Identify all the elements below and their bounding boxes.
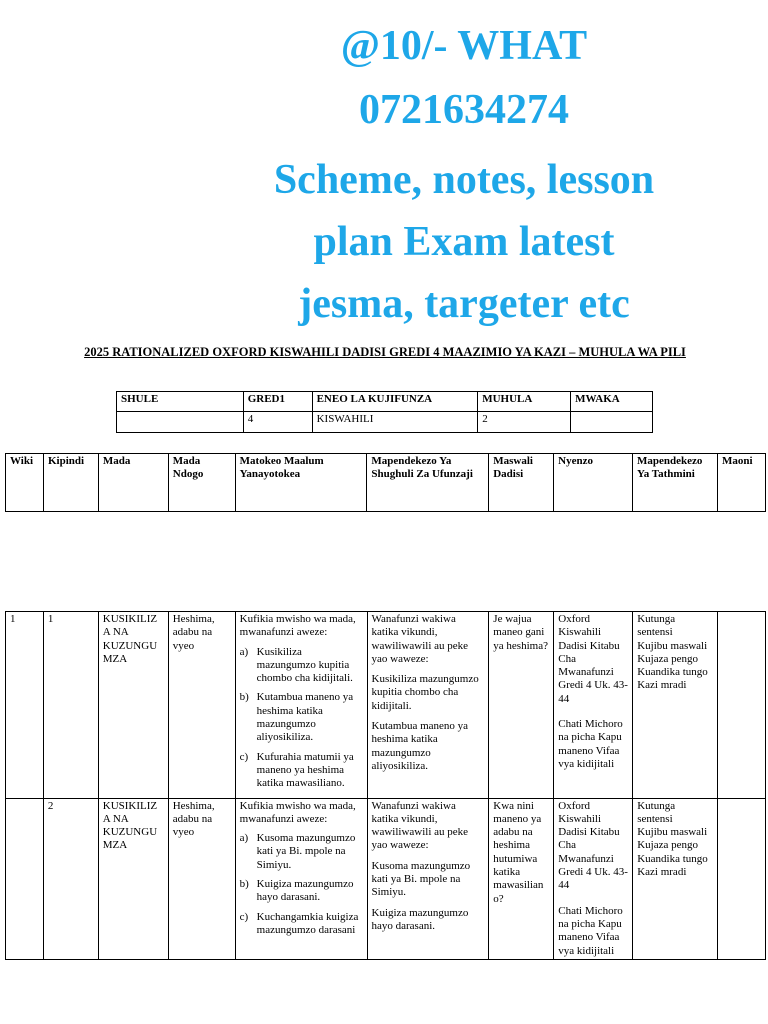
column-header-tathmini: Mapendekezo Ya Tathmini: [633, 454, 718, 512]
list-item: [240, 878, 363, 905]
cell-maoni: [718, 612, 766, 799]
shughuli-text: Wanafunzi wakiwa katika vikundi, wawiliwawili au peke yao waweze:: [371, 613, 469, 665]
promo-line-4: plan Exam latest: [313, 219, 615, 265]
list-item: [240, 911, 363, 938]
cell-nyenzo: [554, 612, 633, 799]
tathmini-item: Kujaza pengo: [637, 652, 698, 665]
nyenzo-book: Oxford Kiswahili Dadisi Kitabu Cha Mwanafunzi Gredi 4 Uk. 43-44: [558, 799, 628, 892]
column-header-maswali: Maswali Dadisi: [489, 454, 554, 512]
column-header-nyenzo: Nyenzo: [554, 454, 633, 512]
column-header-mada: Mada: [98, 454, 168, 512]
column-header-mada-ndogo: Mada Ndogo: [168, 454, 235, 512]
cell-kipindi: 2: [43, 798, 98, 959]
nyenzo-materials: Chati Michoro na picha Kapu maneno Vifaa vya kidijitali: [558, 718, 623, 770]
promo-line-3: Scheme, notes, lesson: [273, 157, 655, 203]
list-item: [240, 646, 363, 686]
shughuli-text: Kuigiza mazungumzo hayo darasani.: [371, 906, 469, 932]
list-marker: b): [239, 691, 249, 704]
cell-wiki: [6, 798, 44, 959]
tathmini-item: Kazi mradi: [637, 866, 687, 879]
list-marker: a): [239, 645, 249, 658]
tathmini-item: Kuandika tungo: [637, 852, 708, 865]
promo-line-phone: 0721634274: [359, 87, 569, 133]
tathmini-item: Kujibu maswali: [637, 826, 708, 839]
list-item-text: Kufurahia matumii ya maneno ya heshima katika mawasiliano.: [256, 750, 354, 790]
list-item-text: Kutambua maneno ya heshima katika mazungumzo aliyosikiliza.: [256, 691, 354, 744]
info-header-shule: SHULE: [117, 392, 244, 412]
cell-kipindi: 1: [43, 612, 98, 799]
info-value-mwaka: [571, 412, 653, 433]
document-title: 2025 RATIONALIZED OXFORD KISWAHILI DADISI GREDI 4 MAAZIMIO YA KAZI – MUHULA WA PILI: [84, 345, 686, 359]
tathmini-item: Kujibu maswali: [637, 639, 708, 652]
info-header-eneo: ENEO LA KUJIFUNZA: [312, 392, 478, 412]
shughuli-text: Kusoma mazungumzo kati ya Bi. mpole na Simiyu.: [371, 859, 471, 899]
cell-maswali: Kwa nini maneno ya adabu na heshima hutumiwa katika mawasilian o?: [489, 798, 554, 959]
list-marker: c): [239, 910, 249, 923]
list-item-text: Kusikiliza mazungumzo kupitia chombo cha kidijitali.: [256, 645, 353, 685]
nyenzo-book: Oxford Kiswahili Dadisi Kitabu Cha Mwanafunzi Gredi 4 Uk. 43-44: [558, 613, 628, 705]
cell-matokeo: [235, 612, 367, 799]
shughuli-text: Wanafunzi wakiwa katika vikundi, wawiliwawili au peke yao waweze:: [371, 799, 469, 852]
scheme-header-table: [5, 453, 766, 512]
promo-line-5: jesma, targeter etc: [298, 281, 630, 327]
column-header-shughuli: Mapendekezo Ya Shughuli Za Ufunzaji: [367, 454, 489, 512]
column-header-wiki: Wiki: [6, 454, 44, 512]
matokeo-intro: Kufikia mwisho wa mada, mwanafunzi aweze:: [239, 613, 356, 639]
matokeo-list: [240, 646, 363, 791]
column-header-maoni: Maoni: [717, 454, 765, 512]
table-row: [6, 612, 766, 799]
cell-matokeo: [235, 798, 367, 959]
cell-mada-ndogo: Heshima, adabu na vyeo: [168, 612, 235, 799]
info-value-eneo: KISWAHILI: [312, 412, 478, 433]
matokeo-intro: Kufikia mwisho wa mada, mwanafunzi aweze:: [239, 799, 356, 825]
list-marker: c): [239, 750, 249, 763]
info-value-muhula: 2: [478, 412, 571, 433]
tathmini-item: Kutunga sentensi: [637, 799, 676, 825]
list-marker: b): [239, 878, 249, 891]
cell-maswali: Je wajua maneo gani ya heshima?: [489, 612, 554, 799]
info-header-mwaka: MWAKA: [571, 392, 653, 412]
promo-line-price: @10/- WHAT: [340, 23, 588, 69]
cell-mada: KUSIKILIZ A NA KUZUNGU MZA: [98, 612, 168, 799]
column-header-kipindi: Kipindi: [43, 454, 98, 512]
column-header-matokeo: Matokeo Maalum Yanayotokea: [235, 454, 367, 512]
cell-tathmini: [633, 612, 718, 799]
tathmini-item: Kujaza pengo: [637, 839, 698, 852]
cell-wiki: 1: [6, 612, 44, 799]
info-value-shule: [117, 412, 244, 433]
cell-nyenzo: [554, 798, 633, 959]
shughuli-text: Kutambua maneno ya heshima katika mazungumzo aliyosikiliza.: [371, 720, 469, 772]
list-item: [240, 751, 363, 791]
cell-mada-ndogo: Heshima, adabu na vyeo: [168, 798, 235, 959]
table-row: [6, 798, 766, 959]
info-value-gredi: 4: [243, 412, 312, 433]
tathmini-item: Kuandika tungo: [637, 666, 708, 679]
list-item: [240, 832, 363, 872]
list-item: [240, 691, 363, 744]
matokeo-list: [240, 832, 363, 937]
tathmini-item: Kutunga sentensi: [637, 613, 676, 639]
shughuli-text: Kusikiliza mazungumzo kupitia chombo cha kidijitali.: [371, 673, 479, 712]
list-item-text: Kuchangamkia kuigiza mazungumzo darasani: [256, 910, 359, 936]
info-header-muhula: MUHULA: [478, 392, 571, 412]
cell-shughuli: [367, 612, 489, 799]
cell-tathmini: [633, 798, 718, 959]
list-marker: a): [239, 832, 249, 845]
info-header-gredi: GRED1: [243, 392, 312, 412]
school-info-table: [116, 391, 653, 433]
cell-mada: KUSIKILIZ A NA KUZUNGU MZA: [98, 798, 168, 959]
cell-maoni: [718, 798, 766, 959]
list-item-text: Kuigiza mazungumzo hayo darasani.: [256, 878, 354, 904]
scheme-body-table: [5, 611, 766, 960]
cell-shughuli: [367, 798, 489, 959]
list-item-text: Kusoma mazungumzo kati ya Bi. mpole na Simiyu.: [256, 832, 356, 871]
nyenzo-materials: Chati Michoro na picha Kapu maneno Vifaa vya kidijitali: [558, 904, 623, 957]
tathmini-item: Kazi mradi: [637, 679, 687, 692]
